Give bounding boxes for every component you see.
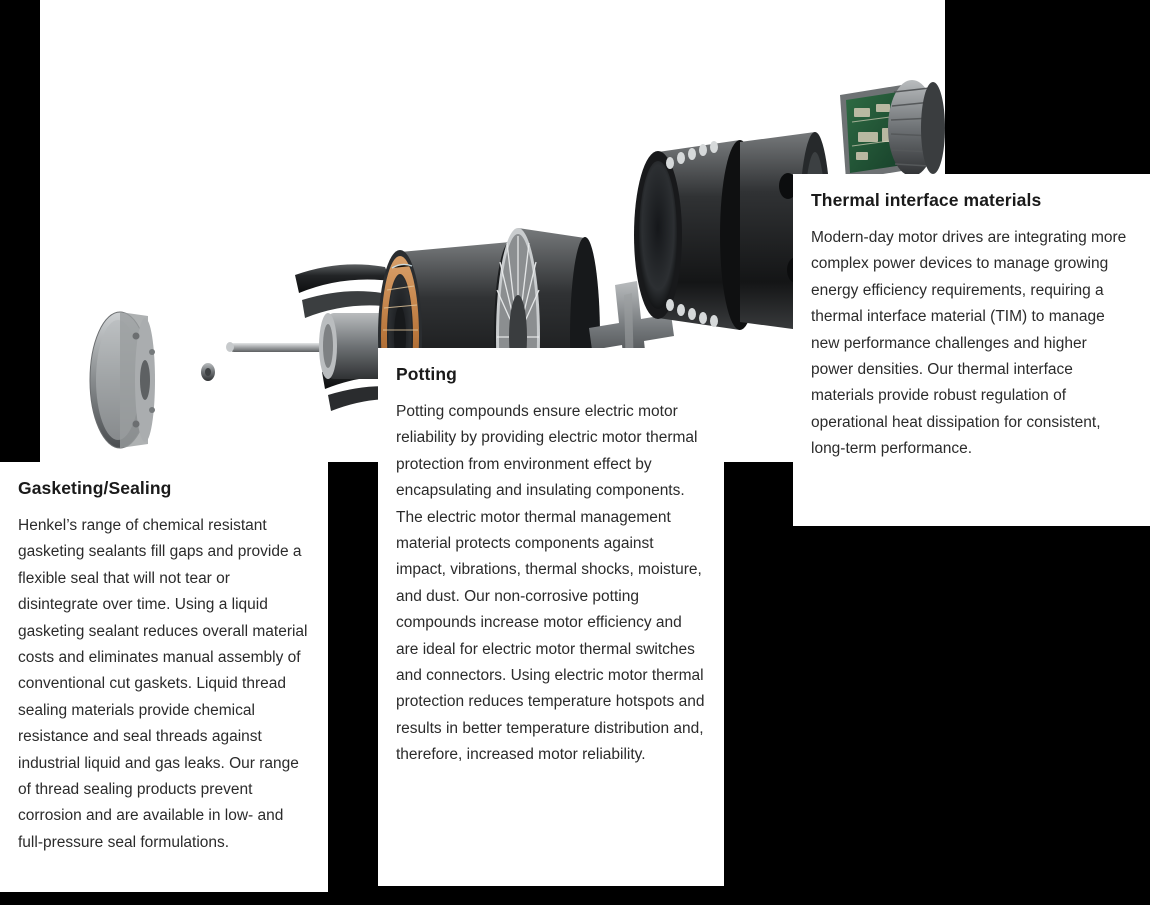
callout-title-gasketing: Gasketing/Sealing [18, 478, 172, 498]
callout-card-thermal-interface-materials [793, 174, 1150, 526]
small-fastener-part [201, 363, 215, 381]
callout-body-potting: Potting compounds ensure electric motor reliability by providing electric motor thermal protection from environment effect by encapsulating and insulating components. The electric motor thermal management material protects components against impact, vibrations, thermal shocks, moisture, and dust. Our non-corrosive potting compounds increase motor efficiency and are ideal for electric motor thermal switches and connectors. Using electric motor thermal protection reduces temperature hotspots and results in better temperature distribution and, therefore, increased motor reliability. [396, 403, 705, 764]
callout-title-tim: Thermal interface materials [811, 190, 1042, 210]
callout-body-gasketing: Henkel’s range of chemical resistant gasketing sealants fill gaps and provide a flexible seal that will not tear or disintegrate over time. Using a liquid gasketing sealant reduces overall material costs and eliminates manual assembly of conventional cut gaskets. Liquid thread sealing materials provide chemical resistance and seal threads against industrial liquid and gas leaks. Our range of thread sealing products prevent corrosion and are available in low- and full-pressure seal formulations. [18, 517, 308, 851]
callout-card-potting [378, 348, 724, 886]
controller-board-part [840, 80, 945, 180]
callout-card-gasketing [0, 462, 328, 892]
callout-title-potting: Potting [396, 364, 457, 384]
callout-body-tim: Modern-day motor drives are integrating more complex power devices to manage growing energy efficiency requirements, requiring a thermal interface material (TIM) to manage new performance challenges and higher power densities. Our thermal interface materials provide robust regulation of operational heat dissipation for consistent, long-term performance. [811, 229, 1127, 458]
end-plate-part [90, 312, 155, 448]
